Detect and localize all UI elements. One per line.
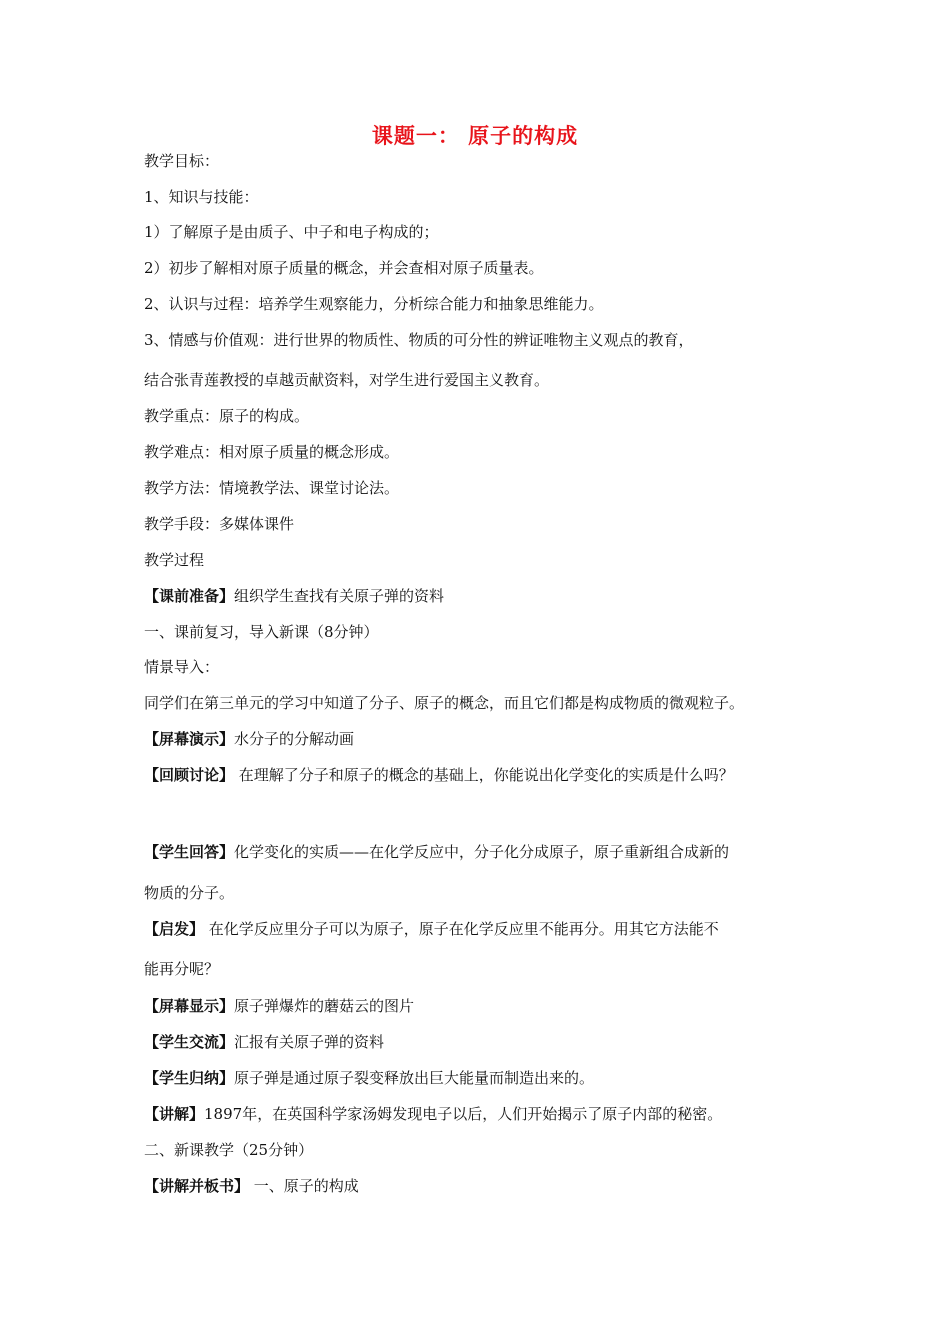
line-text: 教学难点：相对原子质量的概念形成。: [144, 443, 400, 461]
line-tag: 【讲解并板书】: [144, 1177, 250, 1195]
text-line: [144, 406, 309, 426]
line-tag: 【学生归纳】: [144, 1069, 235, 1087]
line-text: 3、情感与价值观：进行世界的物质性、物质的可分性的辨证唯物主义观点的教育，: [144, 331, 694, 349]
text-line: [144, 442, 399, 462]
line-text: 汇报有关原子弹的资料: [234, 1033, 385, 1051]
line-text: 原子弹是通过原子裂变释放出巨大能量而制造出来的。: [234, 1069, 595, 1087]
line-text: 情景导入：: [144, 658, 220, 676]
line-text: 教学目标：: [144, 152, 220, 170]
line-text: 教学重点：原子的构成。: [144, 407, 310, 425]
line-tag: 【学生交流】: [144, 1033, 235, 1051]
line-tag: 【学生回答】: [144, 843, 235, 861]
text-line: [144, 919, 719, 939]
line-text: 一、课前复习，导入新课（8分钟）: [144, 623, 379, 641]
line-text: 结合张青莲教授的卓越贡献资料，对学生进行爱国主义教育。: [144, 371, 550, 389]
line-text: 在化学反应里分子可以为原子，原子在化学反应里不能再分。用其它方法能不: [204, 920, 719, 938]
line-tag: 【屏幕显示】: [144, 997, 235, 1015]
text-line: [144, 478, 399, 498]
text-line: [144, 959, 219, 979]
line-text: 2、认识与过程：培养学生观察能力，分析综合能力和抽象思维能力。: [144, 295, 604, 313]
text-line: [144, 370, 549, 390]
text-line: [144, 1068, 594, 1088]
text-line: [144, 550, 204, 570]
text-line: [144, 187, 259, 207]
document-title: 课题一： 原子的构成: [371, 124, 579, 148]
line-text: 2）初步了解相对原子质量的概念，并会查相对原子质量表。: [144, 259, 544, 277]
line-text: 1897年，在英国科学家汤姆发现电子以后，人们开始揭示了原子内部的秘密。: [204, 1105, 723, 1123]
line-text: 原子弹爆炸的蘑菇云的图片: [234, 997, 415, 1015]
line-text: 组织学生查找有关原子弹的资料: [234, 587, 445, 605]
text-line: [144, 294, 604, 314]
text-line: [144, 258, 544, 278]
line-tag: 【启发】: [144, 920, 205, 938]
text-line: [144, 1176, 359, 1196]
line-text: 同学们在第三单元的学习中知道了分子、原子的概念，而且它们都是构成物质的微观粒子。: [144, 694, 745, 712]
text-line: [144, 586, 444, 606]
line-text: 一、原子的构成: [249, 1177, 359, 1195]
line-tag: 【课前准备】: [144, 587, 235, 605]
text-line: [144, 622, 379, 642]
line-text: 教学过程: [144, 551, 205, 569]
text-line: [144, 842, 729, 862]
line-text: 化学变化的实质——在化学反应中，分子化分成原子，原子重新组合成新的: [234, 843, 730, 861]
text-line: [144, 222, 439, 242]
text-line: [144, 693, 744, 713]
line-text: 教学方法：情境教学法、课堂讨论法。: [144, 479, 400, 497]
line-text: 水分子的分解动画: [234, 730, 355, 748]
line-tag: 【讲解】: [144, 1105, 205, 1123]
line-text: 教学手段：多媒体课件: [144, 515, 295, 533]
text-line: [144, 514, 294, 534]
line-text: 1、知识与技能：: [144, 188, 259, 206]
text-line: [144, 657, 219, 677]
line-tag: 【回顾讨论】: [144, 766, 235, 784]
text-line: [144, 1140, 313, 1160]
text-line: [144, 765, 734, 785]
line-text: 能再分呢？: [144, 960, 220, 978]
line-text: 二、新课教学（25分钟）: [144, 1141, 314, 1159]
text-line: [144, 996, 414, 1016]
line-text: 1）了解原子是由质子、中子和电子构成的；: [144, 223, 439, 241]
text-line: [144, 330, 694, 350]
text-line: [144, 151, 219, 171]
text-line: [144, 1032, 384, 1052]
text-line: [144, 1104, 722, 1124]
line-text: 物质的分子。: [144, 884, 235, 902]
line-text: 在理解了分子和原子的概念的基础上，你能说出化学变化的实质是什么吗？: [234, 766, 734, 784]
text-line: [144, 729, 354, 749]
text-line: [144, 883, 234, 903]
line-tag: 【屏幕演示】: [144, 730, 235, 748]
